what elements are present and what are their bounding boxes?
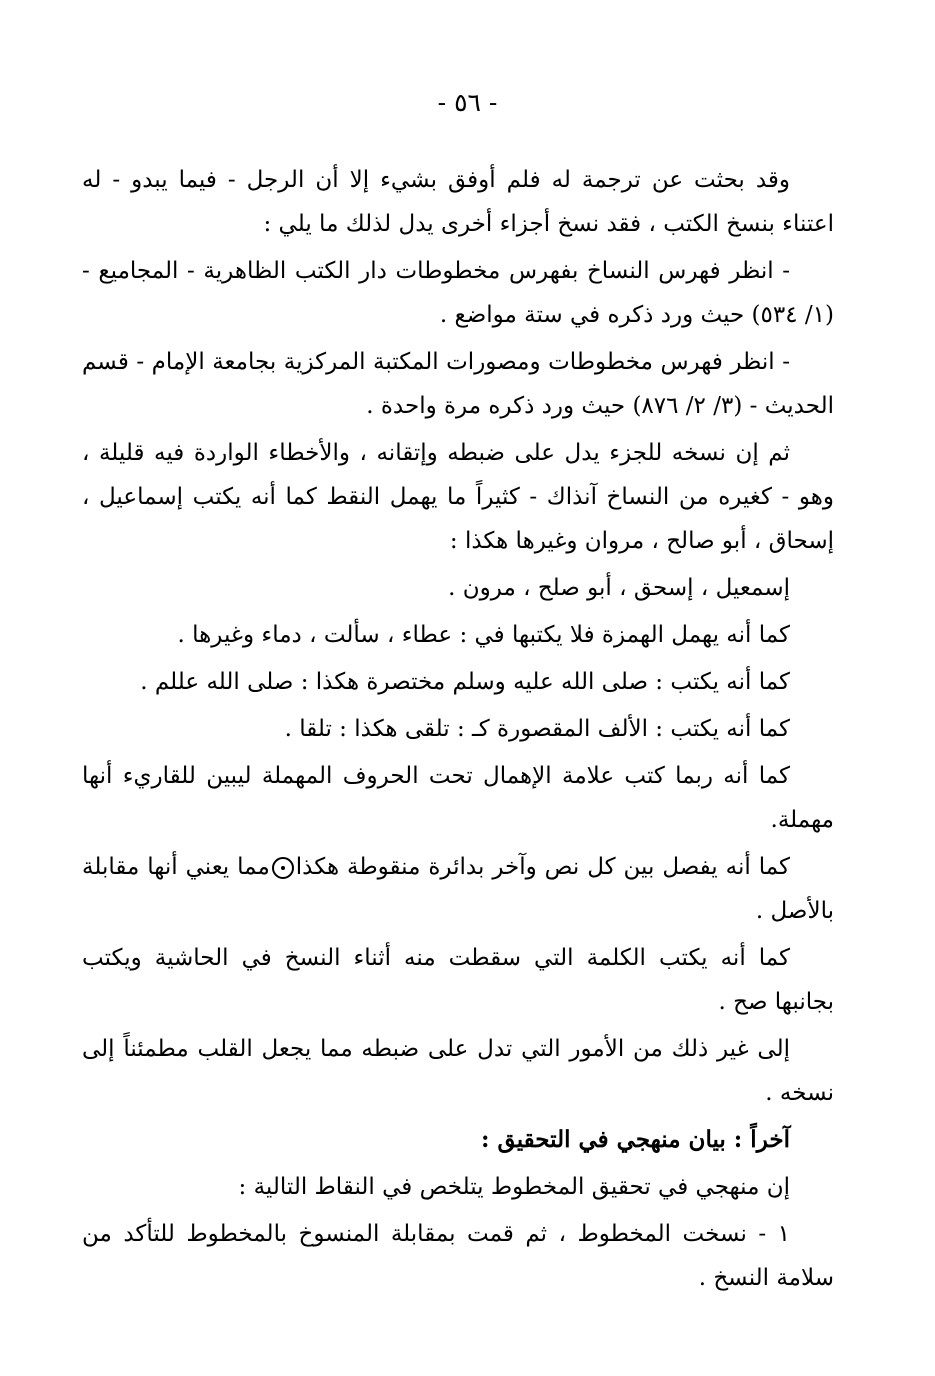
circle-para-after: مما يعني أنها مقابلة بالأصل .: [82, 854, 834, 924]
example-names: إسمعيل ، إسحق ، أبو صلح ، مرون .: [448, 575, 790, 601]
paragraph-margin-corrections: كما أنه يكتب الكلمة التي سقطت منه أثناء النسخ في الحاشية ويكتب بجانبها صح .: [82, 945, 834, 1015]
example-salutation: كما أنه يكتب : صلى الله عليه وسلم مختصرة هكذا : صلى الله عللم .: [140, 669, 790, 695]
page-content: [82, 158, 834, 1303]
methodology-intro: إن منهجي في تحقيق المخطوط يتلخص في النقاط التالية :: [238, 1174, 790, 1200]
paragraph-copy-accuracy: ثم إن نسخه للجزء يدل على ضبطه وإتقانه ، والأخطاء الواردة فيه قليلة ، وهو - كغيره من النساخ آنذاك - كثيراً ما يهمل النقط كما أنه يكتب إسماعيل ، إسحاق ، أبو صالح ، مروان وغيرها هكذا :: [82, 440, 834, 554]
example-alif-maqsura: كما أنه يكتب : الألف المقصورة كـ : تلقى هكذا : تلقا .: [284, 716, 790, 742]
paragraph-circle-separator: [82, 845, 834, 933]
example-hamza: كما أنه يهمل الهمزة فلا يكتبها في : عطاء ، سألت ، دماء وغيرها .: [177, 622, 790, 648]
dotted-circle-icon: [272, 857, 294, 879]
section-heading: آخراً : بيان منهجي في التحقيق :: [481, 1126, 790, 1153]
circle-para-before: كما أنه يفصل بين كل نص وآخر بدائرة منقوطة هكذا: [295, 854, 790, 880]
page-number: - ٥٦ -: [437, 88, 498, 117]
reference-imam-library: - انظر فهرس مخطوطات ومصورات المكتبة المركزية بجامعة الإمام - قسم الحديث - (٣/ ٢/ ٨٧٦) حيث ورد ذكره مرة واحدة .: [82, 349, 834, 419]
paragraph-conclusion: إلى غير ذلك من الأمور التي تدل على ضبطه مما يجعل القلب مطمئناً إلى نسخه .: [82, 1036, 834, 1106]
paragraph-translation-search: وقد بحثت عن ترجمة له فلم أوفق بشيء إلا أن الرجل - فيما يبدو - له اعتناء بنسخ الكتب ، فقد نسخ أجزاء أخرى يدل لذلك ما يلي :: [82, 167, 834, 237]
methodology-point-1: ١ - نسخت المخطوط ، ثم قمت بمقابلة المنسوخ بالمخطوط للتأكد من سلامة النسخ .: [82, 1221, 834, 1291]
reference-zahiriyya: - انظر فهرس النساخ بفهرس مخطوطات دار الكتب الظاهرية - المجاميع - (١/ ٥٣٤) حيث ورد ذكره في ستة مواضع .: [82, 258, 834, 328]
paragraph-ihmal-mark: كما أنه ربما كتب علامة الإهمال تحت الحروف المهملة ليبين للقاريء أنها مهملة.: [82, 763, 834, 833]
